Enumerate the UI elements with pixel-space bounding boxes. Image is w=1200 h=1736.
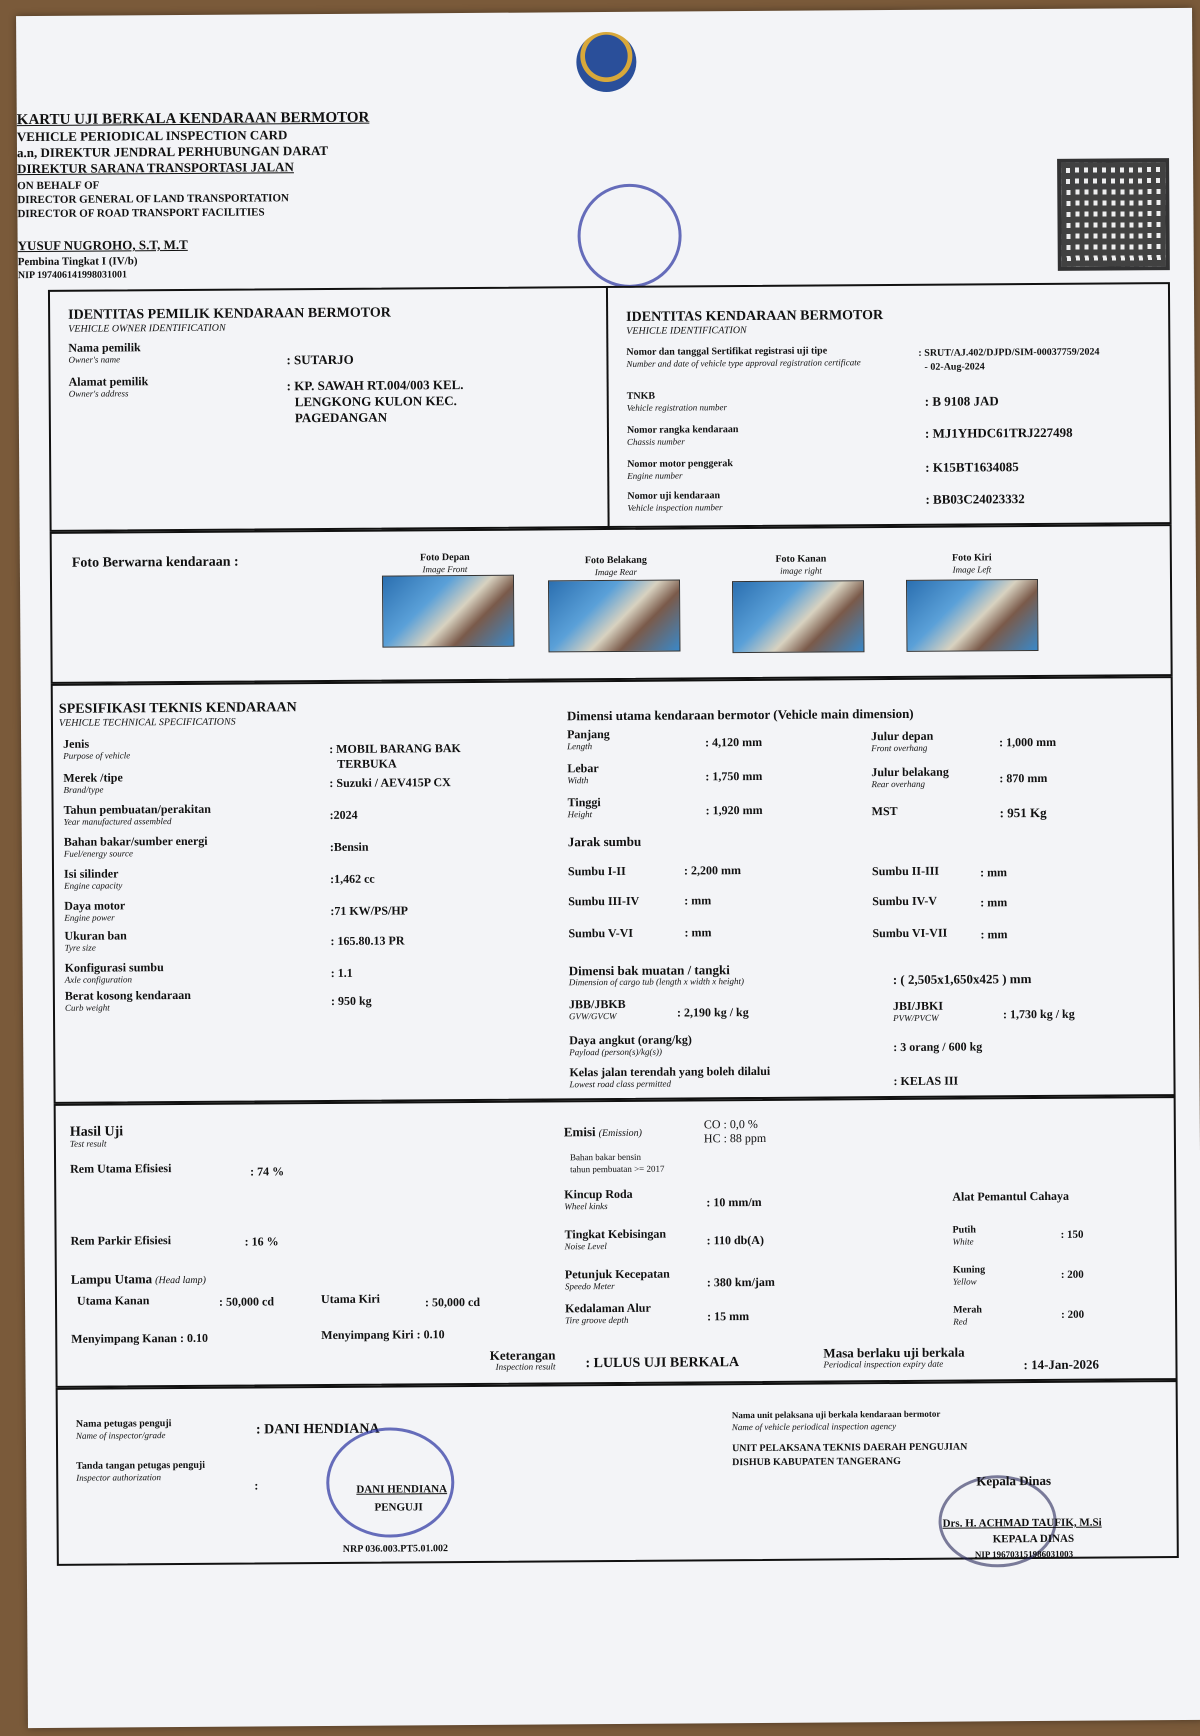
photo-right-label: Foto Kanan: [775, 553, 827, 565]
yellow-value: : 200: [1060, 1268, 1084, 1281]
spec-value-line2: [330, 823, 338, 837]
tnkb-label-en: Vehicle registration number: [626, 402, 727, 413]
owner-section-title: IDENTITAS PEMILIK KENDARAAN BERMOTOR: [68, 305, 391, 323]
axle-5-6-value: : mm: [684, 925, 712, 940]
hc-value: HC : 88 ppm: [703, 1130, 767, 1146]
axle-4-5-value: : mm: [980, 895, 1008, 910]
left-lamp-value: : 50,000 cd: [424, 1294, 481, 1310]
road-class-label-en: Lowest road class permitted: [569, 1078, 671, 1090]
length-label: Panjang: [567, 726, 610, 742]
inspector-name-value: : DANI HENDIANA: [255, 1421, 380, 1438]
agency-line1: UNIT PELAKSANA TEKNIS DAERAH PENGUJIAN: [732, 1441, 968, 1455]
noise-label: Tingkat Kebisingan: [564, 1226, 667, 1242]
spec-value: : MOBIL BARANG BAK: [329, 741, 461, 756]
head-lamp-label-en: (Head lamp): [155, 1274, 207, 1287]
year-note: tahun pembuatan >= 2017: [570, 1163, 665, 1175]
directorate-stamp-icon: [577, 183, 682, 288]
photos-label: Foto Berwarna kendaraan :: [71, 554, 239, 571]
left-lamp-label: Utama Kiri: [320, 1291, 381, 1307]
reflector-label: Alat Pemantul Cahaya: [952, 1188, 1070, 1204]
tnkb-value: : B 9108 JAD: [924, 393, 999, 409]
white-label-en: White: [952, 1236, 974, 1247]
spec-value: :Bensin: [329, 839, 369, 854]
tire-groove-label: Kedalaman Alur: [565, 1300, 651, 1316]
engine-number-label: Nomor motor penggerak: [627, 458, 733, 470]
axle-5-6-label: Sumbu V-VI: [568, 925, 634, 941]
parking-brake-label: Rem Parkir Efisiesi: [70, 1233, 172, 1248]
length-value: : 4,120 mm: [705, 734, 763, 750]
spec-value-line2: [329, 791, 337, 805]
red-value: : 200: [1061, 1308, 1085, 1321]
road-class-label: Kelas jalan terendah yang boleh dilalui: [569, 1063, 771, 1080]
cert-number: : SRUT/AJ.402/DJPD/SIM-00037759/2024: [918, 346, 1100, 359]
spec-value: : 950 kg: [330, 993, 372, 1008]
spec-label-en: Engine capacity: [64, 880, 123, 891]
spec-row-value: [331, 966, 353, 996]
axle-6-7-value: : mm: [980, 927, 1008, 942]
test-result-title: Hasil Uji: [69, 1124, 124, 1140]
spec-value: : Suzuki / AEV415P CX: [329, 775, 451, 790]
axle-6-7-label: Sumbu VI-VII: [872, 925, 948, 941]
axle-4-5-label: Sumbu IV-V: [872, 893, 938, 909]
tire-groove-label-en: Tire groove depth: [565, 1314, 629, 1326]
white-label: Putih: [952, 1224, 976, 1236]
header-line3: a.n, DIREKTUR JENDRAL PERHUBUNGAN DARAT: [16, 142, 329, 161]
spec-value-line2: [330, 855, 338, 869]
main-brake-label: Rem Utama Efisiesi: [70, 1161, 172, 1176]
fuel-note: Bahan bakar bensin: [569, 1151, 642, 1163]
white-value: : 150: [1060, 1228, 1084, 1241]
spec-row-label: [64, 929, 127, 952]
head-office-nip: NIP 196703151986031003: [974, 1548, 1074, 1560]
spec-section-title: SPESIFIKASI TEKNIS KENDARAAN: [58, 700, 297, 717]
spec-label: Konfigurasi sumbu: [64, 960, 164, 975]
rear-overhang-label-en: Rear overhang: [871, 778, 926, 790]
inspection-result-value: : LULUS UJI BERKALA: [585, 1355, 740, 1372]
inspection-number-value: : BB03C24023332: [925, 491, 1025, 507]
expiry-label-en: Periodical inspection expiry date: [823, 1358, 944, 1370]
head-office-name: Drs. H. ACHMAD TAUFIK, M.Si: [942, 1516, 1102, 1530]
axle-distance-title: Jarak sumbu: [567, 833, 642, 850]
payload-label: Daya angkut (orang/kg): [569, 1032, 692, 1048]
spec-label-en: Fuel/energy source: [63, 848, 133, 859]
spec-value-line2: [331, 949, 339, 963]
remarks-label-en: Inspection result: [495, 1361, 556, 1372]
signature-label: Tanda tangan petugas penguji: [76, 1459, 206, 1472]
wheel-kinks-label-en: Wheel kinks: [564, 1201, 608, 1212]
inspection-card: [16, 8, 1200, 1728]
agency-label-en: Name of vehicle periodical inspection agency: [731, 1421, 897, 1433]
payload-value: : 3 orang / 600 kg: [893, 1039, 983, 1055]
stamp-name: DANI HENDIANA: [356, 1483, 448, 1496]
signer-nip: NIP 197406141998031001: [17, 269, 128, 282]
main-brake-value: : 74 %: [250, 1164, 285, 1179]
payload-label-en: Payload (person(s)/kg(s)): [569, 1046, 663, 1058]
photo-left-label-en: Image Left: [952, 564, 992, 575]
front-overhang-value: : 1,000 mm: [999, 734, 1057, 750]
spec-label: Isi silinder: [63, 866, 119, 881]
photo-front-label-en: Image Front: [422, 563, 468, 575]
noise-label-en: Noise Level: [564, 1241, 607, 1252]
pvw-label: JBI/JBKI: [892, 998, 944, 1014]
cert-date: - 02-Aug-2024: [924, 361, 985, 373]
spec-label: Daya motor: [64, 898, 126, 913]
photo-left-label: Foto Kiri: [951, 552, 992, 564]
spec-row-value: [330, 903, 408, 934]
width-label-en: Width: [567, 775, 589, 786]
spec-row-value: [330, 840, 369, 870]
width-label: Lebar: [567, 761, 599, 776]
noise-value: : 110 db(A): [706, 1232, 764, 1248]
rear-overhang-label: Julur belakang: [871, 764, 949, 780]
header-line5: ON BEHALF OF: [17, 179, 100, 193]
inspection-number-label: Nomor uji kendaraan: [627, 490, 721, 502]
vehicle-id-section-title-en: VEHICLE IDENTIFICATION: [626, 325, 747, 337]
test-result-title-en: Test result: [69, 1138, 107, 1149]
road-class-value: : KELAS III: [893, 1073, 959, 1089]
red-label-en: Red: [953, 1316, 968, 1327]
inspection-number-label-en: Vehicle inspection number: [627, 502, 723, 513]
photo-right-label-en: image right: [780, 565, 822, 576]
parking-brake-value: : 16 %: [244, 1234, 279, 1249]
right-lamp-value: : 50,000 cd: [218, 1294, 275, 1309]
card-title-en: VEHICLE PERIODICAL INSPECTION CARD: [16, 127, 288, 145]
spec-value: :1,462 cc: [330, 871, 375, 886]
wheel-kinks-label: Kincup Roda: [564, 1186, 633, 1202]
header-line7: DIRECTOR OF ROAD TRANSPORT FACILITIES: [17, 206, 265, 221]
axle-2-3-label: Sumbu II-III: [871, 863, 940, 879]
spec-label: Berat kosong kendaraan: [64, 987, 191, 1003]
expiry-label: Masa berlaku uji berkala: [823, 1344, 965, 1361]
spec-row-value: [331, 994, 372, 1024]
right-deviation: Menyimpang Kanan : 0.10: [71, 1330, 209, 1346]
spec-row-label: [65, 961, 164, 985]
spec-label-en: Axle configuration: [64, 974, 133, 985]
spec-row-label: [64, 867, 122, 890]
header-line4: DIREKTUR SARANA TRANSPORTASI JALAN: [17, 159, 294, 177]
speedometer-label-en: Speedo Meter: [564, 1280, 615, 1292]
yellow-label-en: Yellow: [952, 1276, 977, 1287]
owner-name: : SUTARJO: [286, 351, 354, 368]
spec-row-value: [330, 808, 358, 838]
owner-address-line3: PAGEDANGAN: [294, 409, 388, 426]
pvw-label-en: PVW/PVCW: [893, 1012, 939, 1024]
axle-2-3-value: : mm: [979, 865, 1008, 880]
spec-value-line2: [330, 887, 338, 901]
photo-rear-label: Foto Belakang: [584, 554, 647, 567]
spec-row-label: [64, 835, 208, 859]
engine-number-label-en: Engine number: [627, 470, 683, 481]
spec-row-value: [329, 741, 461, 772]
front-overhang-label: Julur depan: [871, 728, 934, 744]
yellow-label: Kuning: [952, 1264, 986, 1276]
head-lamp-label: Lampu Utama: [70, 1271, 153, 1287]
remarks-label: Keterangan: [489, 1347, 556, 1363]
signature-label-en: Inspector authorization: [76, 1472, 162, 1483]
mst-value: : 951 Kg: [999, 804, 1047, 821]
spec-label: Jenis: [63, 736, 90, 751]
photo-left: [906, 579, 1038, 652]
agency-label: Nama unit pelaksana uji berkala kendaraan bermotor: [731, 1408, 941, 1421]
inspector-name-label: Nama petugas penguji: [75, 1418, 172, 1430]
spec-row-label: [65, 989, 191, 1013]
head-office-title: Kepala Dinas: [976, 1472, 1052, 1489]
rear-overhang-value: : 870 mm: [999, 770, 1048, 786]
spec-value: :2024: [329, 807, 358, 822]
mst-label: MST: [871, 803, 898, 819]
ministry-logo-icon: [576, 32, 636, 92]
left-deviation: Menyimpang Kiri : 0.10: [321, 1327, 445, 1343]
cargo-dimension-label-en: Dimension of cargo tub (length x width x height): [568, 976, 744, 988]
spec-label-en: Year manufactured assembled: [63, 816, 172, 827]
dimension-title: Dimensi utama kendaraan bermotor (Vehicle main dimension): [566, 705, 914, 724]
co-value: CO : 0,0 %: [703, 1116, 758, 1132]
spec-label: Ukuran ban: [64, 928, 127, 943]
spec-row-value: [329, 775, 451, 806]
emission-label: Emisi: [563, 1124, 596, 1140]
owner-name-label: Nama pemilik: [68, 340, 141, 355]
spec-row-label: [64, 899, 125, 922]
photo-front: [382, 575, 514, 648]
spec-row-label: [64, 803, 211, 827]
spec-row-label: [63, 737, 130, 760]
spec-value: :71 KW/PS/HP: [330, 903, 409, 918]
tnkb-label: TNKB: [626, 390, 656, 402]
speedometer-value: : 380 km/jam: [706, 1274, 775, 1290]
right-lamp-label: Utama Kanan: [76, 1293, 150, 1308]
gvw-label: JBB/JBKB: [568, 996, 626, 1012]
cargo-dimension-label: Dimensi bak muatan / tangki: [568, 962, 730, 979]
spec-value-line2: TERBUKA: [337, 756, 397, 771]
height-label-en: Height: [567, 809, 593, 820]
head-office-role: KEPALA DINAS: [992, 1532, 1075, 1546]
vehicle-id-section-title: IDENTITAS KENDARAAN BERMOTOR: [626, 308, 884, 325]
gvw-value: : 2,190 kg / kg: [676, 1005, 749, 1020]
spec-label: Merek /tipe: [63, 770, 123, 785]
axle-1-2-label: Sumbu I-II: [567, 863, 626, 879]
gvw-label-en: GVW/GVCW: [568, 1010, 617, 1022]
front-overhang-label-en: Front overhang: [871, 742, 928, 754]
red-label: Merah: [953, 1304, 983, 1316]
spec-row-value: [330, 872, 375, 902]
signature-colon: :: [254, 1478, 259, 1493]
emission-label-en: (Emission): [598, 1127, 643, 1140]
speedometer-label: Petunjuk Kecepatan: [564, 1266, 670, 1282]
spec-label-en: Purpose of vehicle: [63, 750, 131, 761]
cert-label-en: Number and date of vehicle type approval registration certificate: [626, 357, 861, 369]
inspector-name-label-en: Name of inspector/grade: [75, 1430, 166, 1441]
spec-label-en: Curb weight: [64, 1002, 110, 1013]
wheel-kinks-value: : 10 mm/m: [706, 1194, 762, 1210]
chassis-label-en: Chassis number: [626, 436, 685, 447]
owner-address-label-en: Owner's address: [68, 388, 129, 399]
photo-right: [732, 580, 864, 653]
spec-value: : 1.1: [330, 965, 353, 980]
height-value: : 1,920 mm: [705, 802, 763, 818]
signer-name: YUSUF NUGROHO, S.T, M.T: [17, 236, 188, 254]
owner-address-label: Alamat pemilik: [68, 374, 149, 389]
expiry-date-value: : 14-Jan-2026: [1023, 1356, 1099, 1373]
agency-line2: DISHUB KABUPATEN TANGERANG: [732, 1455, 901, 1469]
spec-label-en: Brand/type: [63, 784, 104, 795]
spec-value: : 165.80.13 PR: [330, 933, 405, 948]
owner-section-title-en: VEHICLE OWNER IDENTIFICATION: [68, 322, 226, 335]
spec-value-line2: [331, 1009, 339, 1023]
pvw-value: : 1,730 kg / kg: [1002, 1006, 1075, 1022]
spec-section-title-en: VEHICLE TECHNICAL SPECIFICATIONS: [58, 716, 236, 729]
card-title: KARTU UJI BERKALA KENDARAAN BERMOTOR: [16, 109, 370, 129]
axle-3-4-value: : mm: [684, 893, 712, 908]
engine-number-value: : K15BT1634085: [925, 459, 1019, 475]
spec-label: Tahun pembuatan/perakitan: [63, 801, 211, 817]
photo-rear: [548, 580, 680, 653]
stamp-role: PENGUJI: [374, 1501, 423, 1514]
height-label: Tinggi: [567, 795, 601, 810]
inspector-nrp: NRP 036.003.PT5.01.002: [342, 1543, 449, 1555]
spec-value-line2: [330, 919, 338, 933]
spec-row-label: [63, 771, 123, 794]
chassis-value: : MJ1YHDC61TRJ227498: [924, 424, 1073, 441]
spec-label-en: Engine power: [64, 912, 115, 923]
width-value: : 1,750 mm: [705, 768, 763, 784]
spec-label-en: Tyre size: [64, 942, 96, 953]
owner-address-line1: : KP. SAWAH RT.004/003 KEL.: [286, 377, 464, 394]
photo-front-label: Foto Depan: [419, 551, 470, 564]
spec-row-value: [330, 933, 404, 964]
axle-3-4-label: Sumbu III-IV: [568, 893, 640, 909]
signer-rank: Pembina Tingkat I (IV/b): [17, 255, 138, 269]
owner-address-line2: LENGKONG KULON KEC.: [294, 393, 457, 410]
chassis-label: Nomor rangka kendaraan: [626, 424, 739, 436]
qr-code-icon: [1057, 158, 1170, 271]
photo-rear-label-en: Image Rear: [594, 566, 638, 578]
header-line6: DIRECTOR GENERAL OF LAND TRANSPORTATION: [17, 192, 289, 207]
cargo-dimension-value: : ( 2,505x1,650x425 ) mm: [892, 971, 1032, 988]
length-label-en: Length: [567, 741, 593, 752]
cert-label: Nomor dan tanggal Sertifikat registrasi uji tipe: [626, 345, 828, 358]
tire-groove-value: : 15 mm: [707, 1309, 750, 1324]
spec-label: Bahan bakar/sumber energi: [63, 833, 208, 849]
owner-name-label-en: Owner's name: [68, 354, 121, 365]
axle-1-2-value: : 2,200 mm: [683, 863, 742, 878]
spec-value-line2: [331, 981, 339, 995]
